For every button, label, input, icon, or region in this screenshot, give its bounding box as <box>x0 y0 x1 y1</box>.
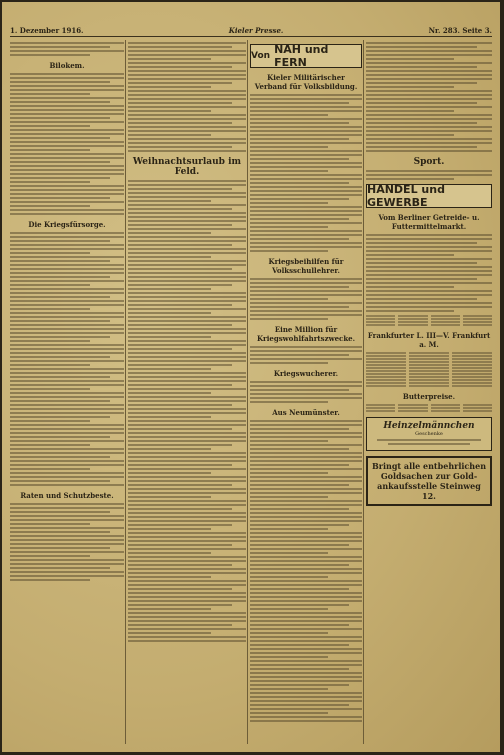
nah-und-fern-banner <box>250 44 362 68</box>
newspaper-page <box>2 2 500 752</box>
handel-und-gewerbe-banner <box>366 184 492 208</box>
column-rule <box>363 40 364 744</box>
col1-heading-3: Raten und Schutzbeste. <box>20 491 114 500</box>
col3-heading-4: Kriegswucherer. <box>273 369 339 378</box>
col4-heading-3: Frankfurter L. III—V. Frankfurt a. M. <box>367 331 491 349</box>
ad-subtitle: Geschenke <box>415 431 443 437</box>
col1-heading-1: Bilokem. <box>49 61 85 70</box>
column-1 <box>10 40 124 746</box>
col3-heading-1: Kieler Militärischer Verband für Volksbildung. <box>254 73 358 91</box>
column-rule <box>125 40 126 744</box>
banner-prefix: Von <box>251 51 271 61</box>
lottery-table <box>366 352 492 387</box>
col3-heading-2: Kriegsbeihilfen für Volksschullehrer. <box>268 257 344 275</box>
col4-heading-4: Butterpreise. <box>402 392 456 401</box>
gold-ankauf-ad: Bringt alle entbehrlichen Goldsachen zur Gold-ankaufsstelle Steinweg 12. <box>366 456 492 506</box>
header-date: 1. Dezember 1916. <box>10 25 84 35</box>
ad-title: Heinzelmännchen <box>383 421 475 431</box>
column-4 <box>366 40 492 746</box>
col3-heading-5: Aus Neumünster. <box>272 408 340 417</box>
header-rule <box>10 36 492 37</box>
handel-banner-title: HANDEL und GEWERBE <box>367 183 445 209</box>
header-paper: Kieler Presse. <box>228 25 284 35</box>
header-issue: Nr. 283. Seite 3. <box>428 25 492 35</box>
column-2 <box>128 40 246 746</box>
col2-heading-1: Weihnachtsurlaub im Feld. <box>132 157 242 177</box>
page-header <box>10 24 492 36</box>
column-3 <box>250 40 362 746</box>
col4-heading-2: Vom Berliner Getreide- u. Futtermittelmarkt. <box>378 213 480 231</box>
column-rule <box>247 40 248 744</box>
col3-heading-3: Eine Million für Kriegswohlfahrtszwecke. <box>256 325 356 343</box>
market-table <box>366 315 492 326</box>
banner-title: NAH und FERN <box>274 43 329 69</box>
heinzelmaennchen-ad <box>366 417 492 451</box>
col1-heading-2: Die Kriegsfürsorge. <box>28 220 106 229</box>
butter-table <box>366 404 492 412</box>
col4-heading-sport: Sport. <box>413 157 445 167</box>
